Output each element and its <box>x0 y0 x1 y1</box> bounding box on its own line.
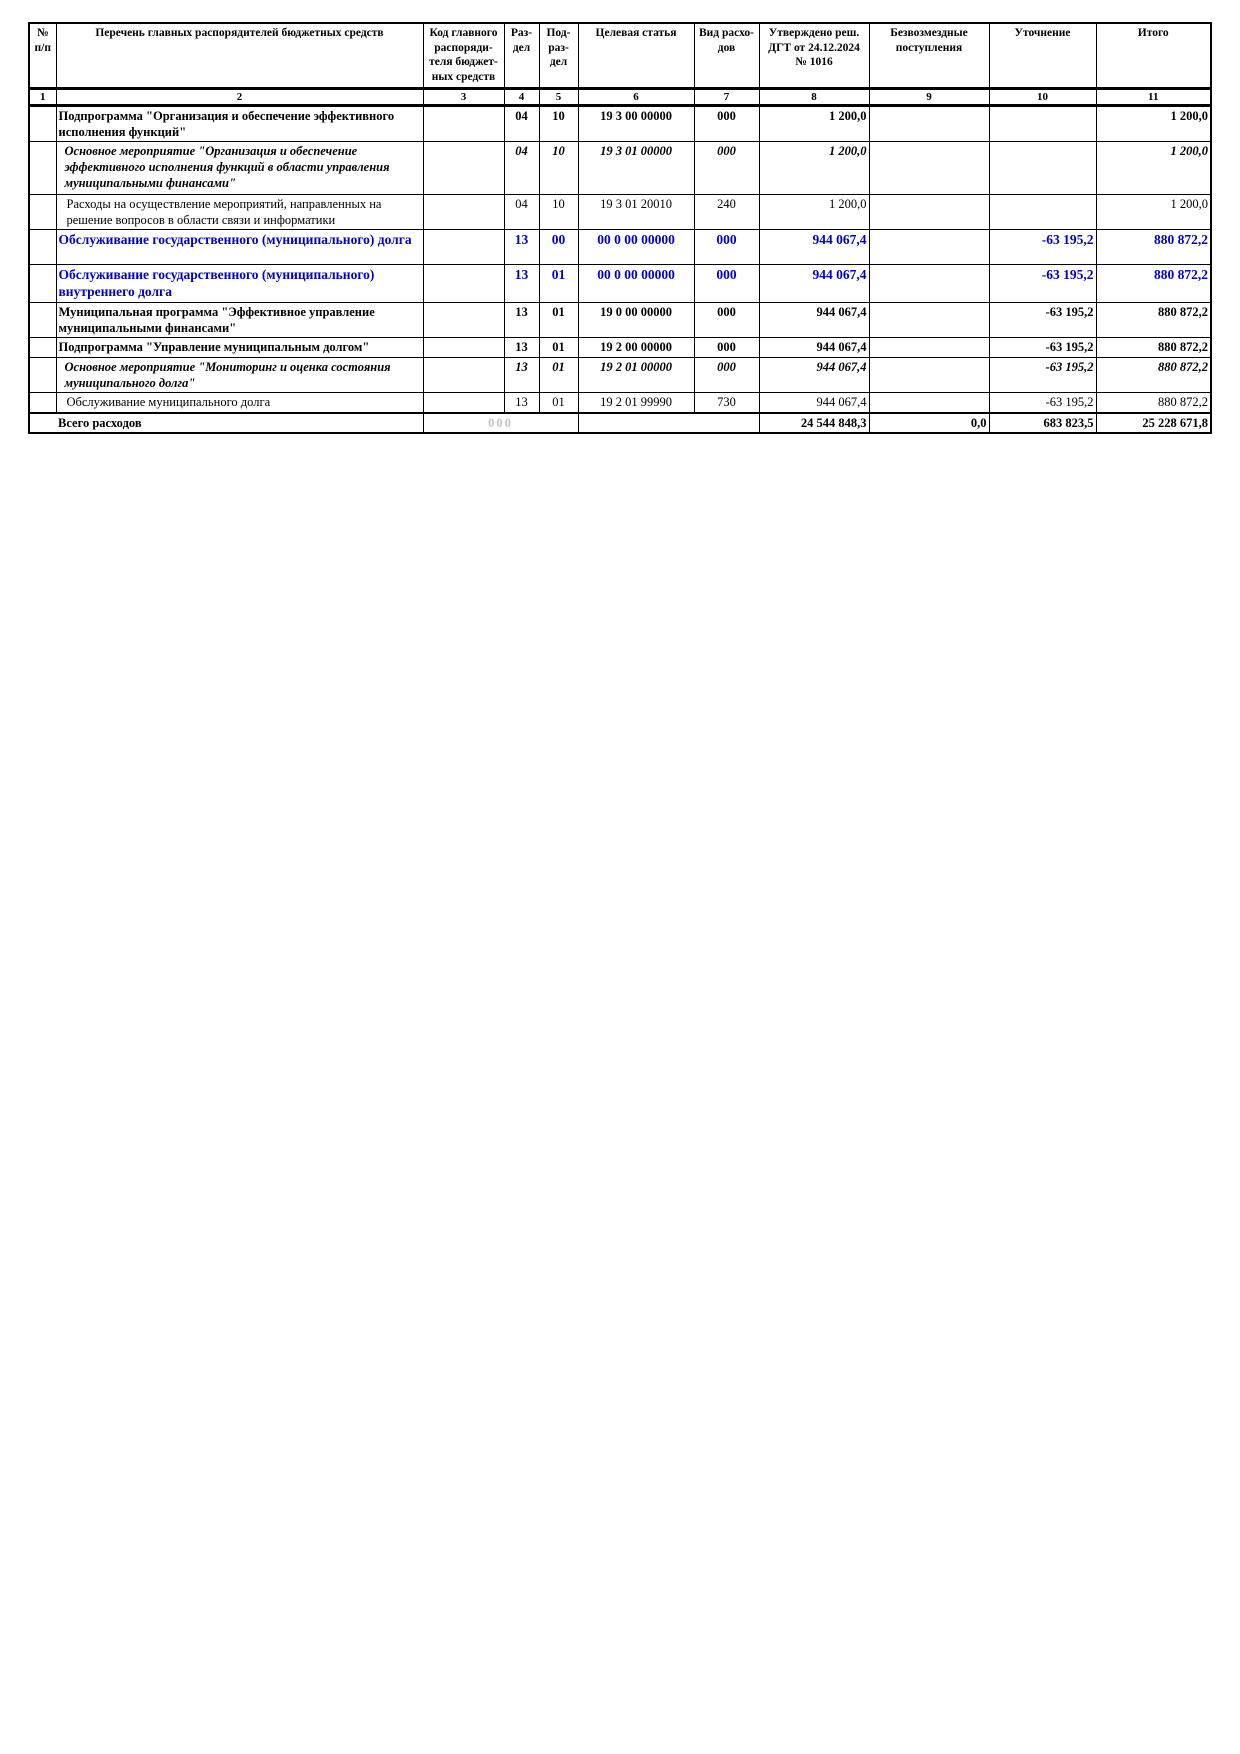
row-podrazdel-cell: 01 <box>539 302 578 337</box>
row-number-cell <box>29 106 56 142</box>
row-podrazdel-cell: 10 <box>539 142 578 195</box>
header-row <box>29 23 1211 89</box>
table-row <box>29 195 1211 230</box>
row-podrazdel-cell: 10 <box>539 106 578 142</box>
row-target-article-cell: 19 0 00 00000 <box>578 302 694 337</box>
header-itogo: Итого <box>1096 23 1211 89</box>
row-vid-cell: 000 <box>694 337 759 357</box>
total-empty-cell <box>578 413 759 433</box>
table-row <box>29 142 1211 195</box>
row-itogo-cell: 880 872,2 <box>1096 337 1211 357</box>
row-bezvozmezdnye-cell <box>869 142 989 195</box>
row-razdel-cell: 04 <box>504 142 539 195</box>
row-utochnenie-cell: -63 195,2 <box>989 265 1096 303</box>
row-number-cell <box>29 195 56 230</box>
col-number: 10 <box>989 89 1096 106</box>
row-vid-cell: 000 <box>694 142 759 195</box>
col-number: 3 <box>423 89 504 106</box>
row-approved-cell: 944 067,4 <box>759 337 869 357</box>
row-bezvozmezdnye-cell <box>869 195 989 230</box>
row-utochnenie-cell <box>989 142 1096 195</box>
row-razdel-cell: 04 <box>504 106 539 142</box>
row-bezvozmezdnye-cell <box>869 265 989 303</box>
table-row <box>29 302 1211 337</box>
row-target-article-cell: 19 2 01 99990 <box>578 392 694 413</box>
row-number-cell <box>29 230 56 265</box>
row-code-cell <box>423 337 504 357</box>
row-code-cell <box>423 195 504 230</box>
row-podrazdel-cell: 01 <box>539 337 578 357</box>
row-itogo-cell: 880 872,2 <box>1096 230 1211 265</box>
row-target-article-cell: 19 3 01 00000 <box>578 142 694 195</box>
row-number-cell <box>29 265 56 303</box>
row-number-cell <box>29 392 56 413</box>
row-utochnenie-cell: -63 195,2 <box>989 302 1096 337</box>
budget-table <box>28 22 1212 434</box>
row-approved-cell: 944 067,4 <box>759 230 869 265</box>
header-bezvozmezdnye: Безвозмездные поступления <box>869 23 989 89</box>
row-name-cell: Основное мероприятие "Мониторинг и оценка состояния муниципального долга" <box>56 357 423 392</box>
header-podrazdel: Под-раз-дел <box>539 23 578 89</box>
row-utochnenie-cell: -63 195,2 <box>989 230 1096 265</box>
row-bezvozmezdnye-cell <box>869 106 989 142</box>
row-vid-cell: 000 <box>694 230 759 265</box>
row-name-cell: Обслуживание государственного (муниципального) внутреннего долга <box>56 265 423 303</box>
row-vid-cell: 240 <box>694 195 759 230</box>
row-name-cell: Обслуживание муниципального долга <box>56 392 423 413</box>
row-bezvozmezdnye-cell <box>869 230 989 265</box>
row-podrazdel-cell: 10 <box>539 195 578 230</box>
row-approved-cell: 944 067,4 <box>759 357 869 392</box>
row-target-article-cell: 19 3 00 00000 <box>578 106 694 142</box>
col-number: 4 <box>504 89 539 106</box>
row-name-cell: Обслуживание государственного (муниципального) долга <box>56 230 423 265</box>
row-utochnenie-cell: -63 195,2 <box>989 392 1096 413</box>
total-row <box>29 413 1211 433</box>
row-code-cell <box>423 106 504 142</box>
header-kod: Код главного распоряди-теля бюджет-ных средств <box>423 23 504 89</box>
row-target-article-cell: 19 3 01 20010 <box>578 195 694 230</box>
row-number-cell <box>29 337 56 357</box>
row-bezvozmezdnye-cell <box>869 357 989 392</box>
row-itogo-cell: 1 200,0 <box>1096 106 1211 142</box>
column-number-row <box>29 89 1211 106</box>
row-vid-cell: 000 <box>694 106 759 142</box>
row-approved-cell: 944 067,4 <box>759 265 869 303</box>
table-row <box>29 230 1211 265</box>
row-target-article-cell: 19 2 00 00000 <box>578 337 694 357</box>
table-row <box>29 337 1211 357</box>
row-podrazdel-cell: 01 <box>539 392 578 413</box>
row-number-cell <box>29 142 56 195</box>
col-number: 9 <box>869 89 989 106</box>
table-row <box>29 265 1211 303</box>
row-bezvozmezdnye-cell <box>869 302 989 337</box>
header-perechen: Перечень главных распорядителей бюджетных средств <box>56 23 423 89</box>
header-utverzhdeno: Утверждено реш. ДГТ от 24.12.2024 № 1016 <box>759 23 869 89</box>
total-code-ghost: 000 <box>423 413 578 433</box>
row-approved-cell: 944 067,4 <box>759 302 869 337</box>
row-approved-cell: 944 067,4 <box>759 392 869 413</box>
row-name-cell: Расходы на осуществление мероприятий, направленных на решение вопросов в области связи и информатики <box>56 195 423 230</box>
row-code-cell <box>423 392 504 413</box>
row-utochnenie-cell <box>989 106 1096 142</box>
total-approved: 24 544 848,3 <box>759 413 869 433</box>
row-razdel-cell: 13 <box>504 302 539 337</box>
row-itogo-cell: 1 200,0 <box>1096 195 1211 230</box>
total-bezvozmezdnye: 0,0 <box>869 413 989 433</box>
row-name-cell: Муниципальная программа "Эффективное управление муниципальными финансами" <box>56 302 423 337</box>
table-row <box>29 392 1211 413</box>
col-number: 2 <box>56 89 423 106</box>
row-itogo-cell: 880 872,2 <box>1096 392 1211 413</box>
row-utochnenie-cell <box>989 195 1096 230</box>
header-vid-raskhodov: Вид расхо-дов <box>694 23 759 89</box>
total-itogo: 25 228 671,8 <box>1096 413 1211 433</box>
col-number: 5 <box>539 89 578 106</box>
row-bezvozmezdnye-cell <box>869 337 989 357</box>
col-number: 8 <box>759 89 869 106</box>
row-approved-cell: 1 200,0 <box>759 142 869 195</box>
header-utochnenie: Уточнение <box>989 23 1096 89</box>
row-razdel-cell: 13 <box>504 230 539 265</box>
row-razdel-cell: 13 <box>504 392 539 413</box>
row-name-cell: Подпрограмма "Организация и обеспечение эффективного исполнения функций" <box>56 106 423 142</box>
row-vid-cell: 000 <box>694 265 759 303</box>
total-utochnenie: 683 823,5 <box>989 413 1096 433</box>
row-razdel-cell: 04 <box>504 195 539 230</box>
row-itogo-cell: 880 872,2 <box>1096 357 1211 392</box>
row-razdel-cell: 13 <box>504 357 539 392</box>
row-target-article-cell: 00 0 00 00000 <box>578 265 694 303</box>
table-row <box>29 357 1211 392</box>
row-vid-cell: 000 <box>694 357 759 392</box>
row-name-cell: Основное мероприятие "Организация и обеспечение эффективного исполнения функций в области управления муниципальными финансами" <box>56 142 423 195</box>
row-utochnenie-cell: -63 195,2 <box>989 357 1096 392</box>
row-code-cell <box>423 142 504 195</box>
row-vid-cell: 000 <box>694 302 759 337</box>
row-code-cell <box>423 357 504 392</box>
row-code-cell <box>423 230 504 265</box>
row-razdel-cell: 13 <box>504 337 539 357</box>
row-itogo-cell: 1 200,0 <box>1096 142 1211 195</box>
row-approved-cell: 1 200,0 <box>759 195 869 230</box>
header-razdel: Раз-дел <box>504 23 539 89</box>
row-number-cell <box>29 357 56 392</box>
col-number: 1 <box>29 89 56 106</box>
table-row <box>29 106 1211 142</box>
row-podrazdel-cell: 00 <box>539 230 578 265</box>
row-podrazdel-cell: 01 <box>539 357 578 392</box>
total-label: Всего расходов <box>29 413 423 433</box>
row-code-cell <box>423 265 504 303</box>
col-number: 6 <box>578 89 694 106</box>
row-itogo-cell: 880 872,2 <box>1096 265 1211 303</box>
row-target-article-cell: 00 0 00 00000 <box>578 230 694 265</box>
row-bezvozmezdnye-cell <box>869 392 989 413</box>
row-name-cell: Подпрограмма "Управление муниципальным долгом" <box>56 337 423 357</box>
col-number: 11 <box>1096 89 1211 106</box>
row-razdel-cell: 13 <box>504 265 539 303</box>
row-approved-cell: 1 200,0 <box>759 106 869 142</box>
row-podrazdel-cell: 01 <box>539 265 578 303</box>
row-vid-cell: 730 <box>694 392 759 413</box>
row-target-article-cell: 19 2 01 00000 <box>578 357 694 392</box>
header-num-pp: № п/п <box>29 23 56 89</box>
col-number: 7 <box>694 89 759 106</box>
header-tselevaya-statya: Целевая статья <box>578 23 694 89</box>
row-utochnenie-cell: -63 195,2 <box>989 337 1096 357</box>
row-code-cell <box>423 302 504 337</box>
row-number-cell <box>29 302 56 337</box>
row-itogo-cell: 880 872,2 <box>1096 302 1211 337</box>
